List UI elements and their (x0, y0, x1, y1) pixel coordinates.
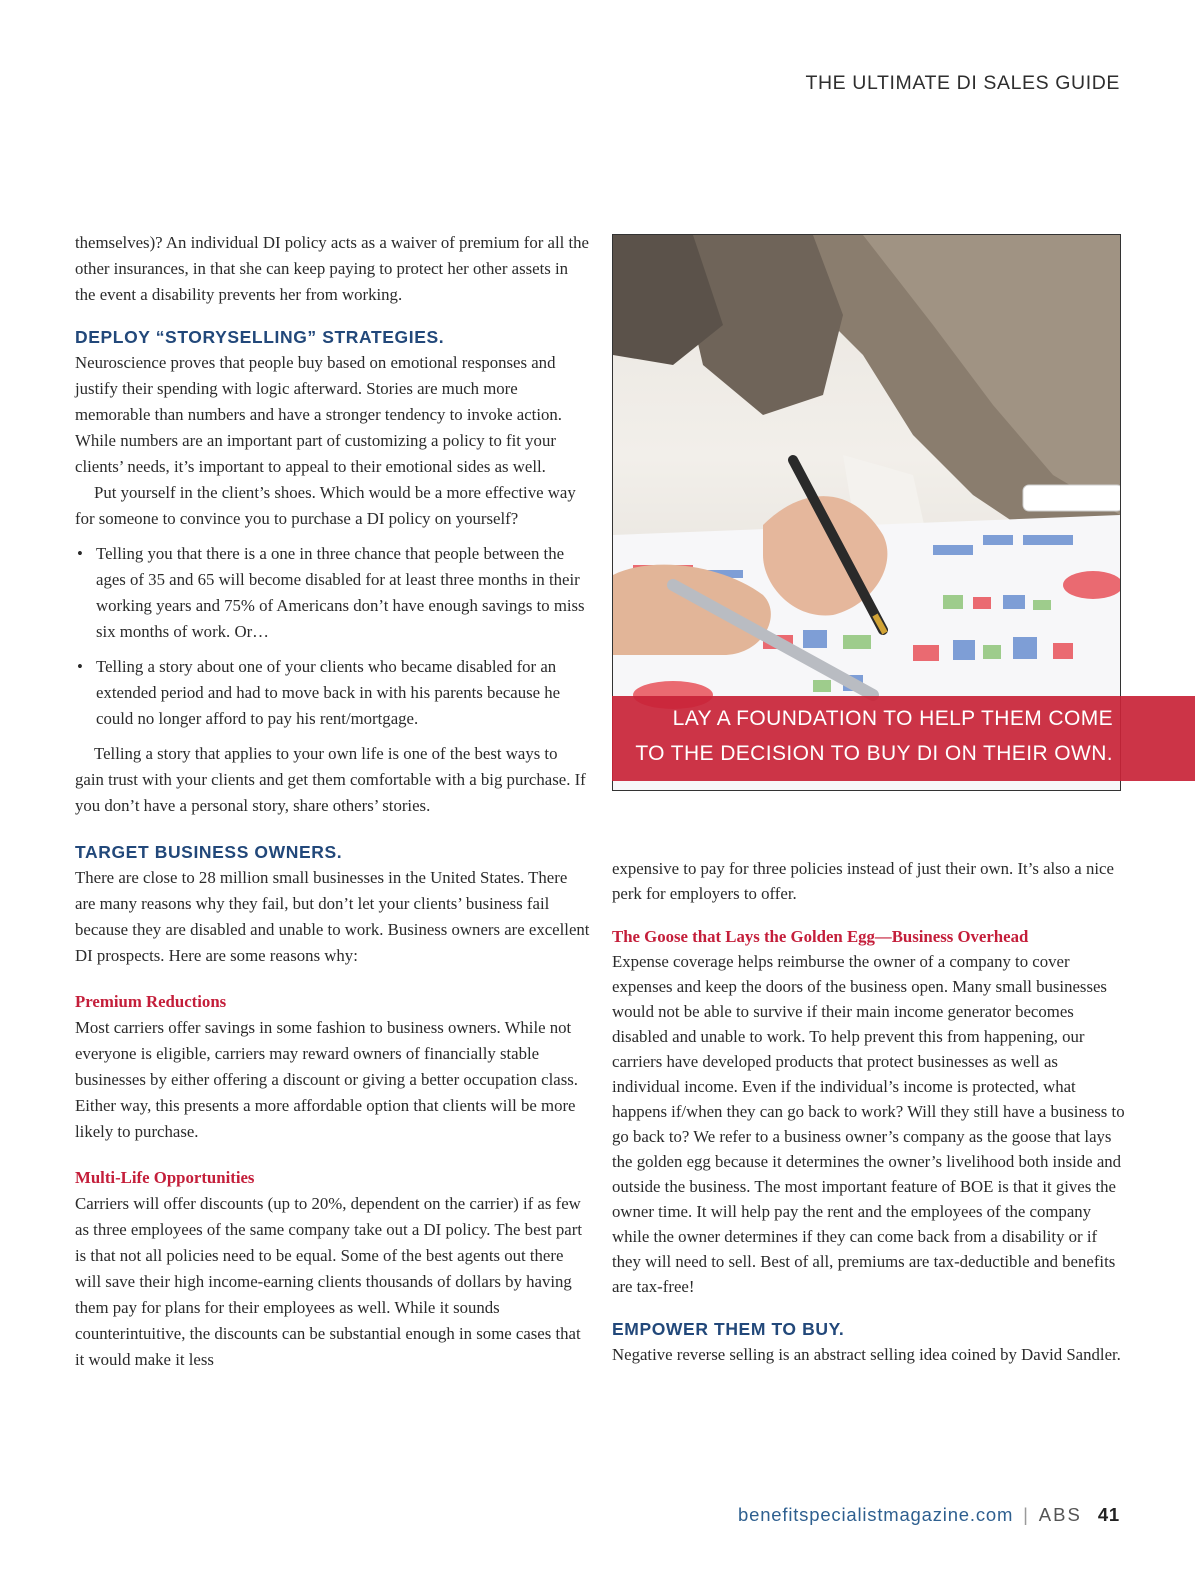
page-footer (738, 1504, 1120, 1526)
bullet-item: • Telling a story about one of your clients who became disabled for an extended period and had to move back in with his parents because he could no longer afford to pay his rent/mortgage. (75, 654, 590, 732)
caption-line-1: LAY A FOUNDATION TO HELP THEM COME (672, 707, 1113, 730)
heading-empower: EMPOWER THEM TO BUY. (612, 1319, 845, 1339)
continued-paragraph: expensive to pay for three policies instead of just their own. It’s also a nice perk for employers to offer. (612, 859, 1114, 903)
bullet-list (75, 541, 590, 732)
caption-line-2: TO THE DECISION TO BUY DI ON THEIR OWN. (635, 742, 1113, 765)
storyselling-paragraph-3: Telling a story that applies to your own life is one of the best ways to gain trust with your clients and get them comfortable with a big purchase. If you don’t have a personal story, share others’ stories. (75, 744, 586, 815)
storyselling-paragraph-1: Neuroscience proves that people buy based on emotional responses and justify their spending with logic afterward. Stories are much more memorable than numbers and have a stronger tendency to invoke action. While numbers are an important part of customizing a policy to fit your clients’ needs, it’s important to appeal to their emotional sides as well. (75, 353, 562, 476)
right-column (612, 856, 1127, 1367)
business-paragraph: There are close to 28 million small businesses in the United States. There are many reasons why they fail, but don’t let your clients’ business fail because they are disabled and unable to work. Business owners are excellent DI prospects. Here are some reasons why: (75, 868, 590, 965)
footer-separator: | (1023, 1504, 1029, 1525)
bullet-item: • Telling you that there is a one in three chance that people between the ages of 35 and 65 will become disabled for at least three months in their working years and 75% of Americans don’t have enough savings to miss six months of work. Or… (75, 541, 590, 645)
subhead-multi-life: Multi-Life Opportunities (75, 1168, 255, 1187)
left-column (75, 230, 590, 1373)
subhead-premium-reductions: Premium Reductions (75, 992, 227, 1011)
footer-magazine: ABS (1038, 1504, 1082, 1525)
subhead-goose: The Goose that Lays the Golden Egg—Business Overhead (612, 927, 1029, 946)
footer-site: benefitspecialistmagazine.com (738, 1504, 1014, 1525)
heading-business-owners: TARGET BUSINESS OWNERS. (75, 842, 343, 862)
intro-paragraph: themselves)? An individual DI policy acts as a waiver of premium for all the other insurances, in that she can keep paying to protect her other assets in the event a disability prevents her from working. (75, 233, 590, 304)
page-number: 41 (1097, 1504, 1120, 1525)
heading-storyselling: DEPLOY “STORYSELLING” STRATEGIES. (75, 327, 445, 347)
photo-caption-band (612, 696, 1195, 781)
running-title: THE ULTIMATE DI SALES GUIDE (805, 72, 1120, 94)
storyselling-paragraph-2: Put yourself in the client’s shoes. Which would be a more effective way for someone to convince you to purchase a DI policy on yourself? (75, 483, 576, 528)
multilife-paragraph: Carriers will offer discounts (up to 20%, dependent on the carrier) if as few as three employees of the same company take out a DI policy. The best part is that not all policies need to be equal. Some of the best agents out there will save their high income-earning clients thousands of dollars by having them pay for plans for their employees as well. While it sounds counterintuitive, the discounts can be substantial enough in some cases that it would make it less (75, 1194, 582, 1369)
goose-paragraph: Expense coverage helps reimburse the owner of a company to cover expenses and keep the doors of the business open. Many small businesses would not be able to survive if their main income generator becomes disabled and unable to work. To help prevent this from happening, our carriers have developed products that protect businesses as well as individual income. Even if the individual’s income is protected, what happens if/when they can go back to work? Will they still have a business to go back to? We refer to a business owner’s company as the goose that lays the golden egg because it determines the owner’s livelihood both inside and outside the business. The most important feature of BOE is that it gives the owner time. It will help pay the rent and the employees of the company while the owner determines if they can come back from a disability or if they will need to sell. Best of all, premiums are tax-deductible and benefits are tax-free! (612, 952, 1125, 1296)
premium-paragraph: Most carriers offer savings in some fashion to business owners. While not everyone is eligible, carriers may reward owners of financially stable businesses by either offering a discount or giving a better occupation class. Either way, this presents a more affordable option that clients will be more likely to purchase. (75, 1018, 578, 1141)
empower-paragraph: Negative reverse selling is an abstract selling idea coined by David Sandler. (612, 1345, 1121, 1364)
